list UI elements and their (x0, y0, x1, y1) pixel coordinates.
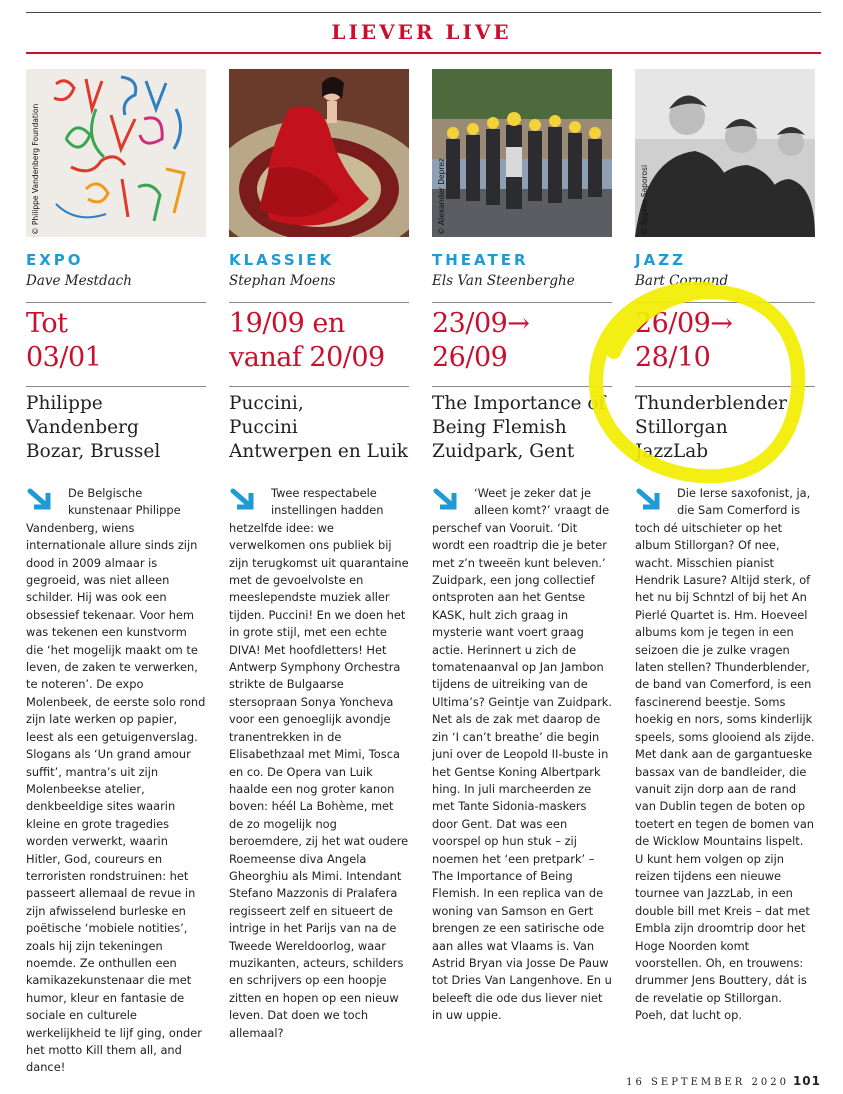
article-body: Die Ierse saxofonist, ja, die Sam Comerford is toch dé uitschieter op het album Stillorgan? Of nee, wacht. Misschien pianist Hendrik Lasure? Altijd sterk, of het nu bij Schntzl of bij het An Pierlé Quartet is. Hm. Hoeveel albums kom je tegen in een seizoen die je zulke vragen laten stellen? Thunderblender, de band van Comerford, is een fascinerend beestje. Soms hoekig en nors, soms kinderlijk speels, soms glooiend als zijde. Met dank aan de gargantueske bassax van de bandleider, die vanuit zijn dorp aan de rand van Dublin tegen de boten op toetert en tegen de bomen van de Wicklow Mountains lispelt. U kunt hem volgen op zijn reizen tijdens een nieuwe tournee van JazzLab, in een double bill met Kreis – dat met Embla zijn droomtrip door het Hoge Noorden komt voorstellen. Oh, en trouwens: drummer Jens Bouttery, dát is de revelatie op Stillorgan. Poeh, dat lucht op. (635, 486, 815, 1023)
event-title-venue: The Importance of Being Flemish Zuidpark, Gent (432, 393, 606, 462)
theater-photo (432, 69, 612, 237)
article-body: De Belgische kunstenaar Philippe Vandenberg, wiens internationale allure sinds zijn dood in 2009 almaar is gegroeid, was niet alleen schilder. Hij was ook een obsessief tekenaar. Voor hem was tekenen een kunstvorm die ‘het mogelijk maakt om te leven, de zaken te verwerken, te noteren’. De expo Molenbeek, de eerste solo rond zijn late werken op papier, leest als een getuigenverslag. Slogans als ‘Un grand amour suffit’, mantra’s uit zijn Molenbeekse atelier, denkbeeldige sites waarin kleine en grote tragedies worden verwerkt, waarin Hitler, God, coureurs en terroristen rondstruinen: het passeert allemaal de revue in zijn afwisselend burleske en poëtische ‘mobiele notities’, zoals hij zijn tekeningen noemde. Ze onthullen een kamikazekunstenaar die met humor, kleur en fantasie de sociale en culturele werkelijkheid te lijf ging, onder het motto Kill them all, and dance! (26, 486, 206, 1075)
top-rule (26, 12, 821, 13)
category-label: THEATER (432, 251, 529, 269)
band-photo (635, 69, 815, 237)
author-name: Dave Mestdach (26, 273, 132, 289)
column-theater (432, 69, 612, 1025)
event-date: 26/09→ 28/10 (635, 308, 733, 373)
divider (432, 386, 612, 387)
divider (229, 302, 409, 303)
category-label: KLASSIEK (229, 251, 335, 269)
event-title-venue: Thunderblender Stillorgan JazzLab (635, 393, 787, 462)
section-rule (26, 52, 821, 54)
article-body: Twee respectabele instellingen hadden hetzelfde idee: we verwelkomen ons publiek bij zijn terugkomst uit quarantaine met de gevoelvolste en meeslependste muziek aller tijden. Puccini! En we doen het in grote stijl, met een echte DIVA! Met hoofdletters! Het Antwerp Symphony Orchestra strikte de Bulgaarse stersopraan Sonya Yoncheva voor een genoeglijk avondje tranentrekken in de Elisabethzaal met Mimi, Tosca en co. De Opera van Luik haalde een nog groter kanon boven: héél La Bohème, met de zo mogelijk nog beroemdere, zij het wat oudere Roemeense diva Angela Gheorghiu als Mimi. Intendant Stefano Mazzonis di Pralafera regisseert zelf en situeert de intrige in het Parijs van na de Tweede Wereldoorlog, waar muzikanten, acteurs, schilders en schrijvers op een hoopje zitten en hopen op een nieuw leven. Dat doen we toch allemaal? (229, 486, 409, 1040)
divider (229, 386, 409, 387)
category-label: JAZZ (635, 251, 686, 269)
divider (26, 302, 206, 303)
klassiek-photo (229, 69, 409, 237)
photo-credit: © Alexander Deprez (437, 158, 446, 235)
divider (635, 302, 815, 303)
page-footer (626, 1074, 821, 1088)
arrow-down-right-icon (635, 487, 663, 511)
column-expo (26, 69, 206, 1077)
diva-photo (229, 69, 409, 237)
category-label: EXPO (26, 251, 84, 269)
event-date: 23/09→ 26/09 (432, 308, 530, 373)
event-date: 19/09 en vanaf 20/09 (229, 308, 385, 373)
article-body: ‘Weet je zeker dat je alleen komt?’ vraagt de perschef van Vooruit. ‘Dit wordt een roadtrip die je beter met z’n tweeën kunt beleven.’ Zuidpark, een jong collectief ontsproten aan het Gentse KASK, hult zich graag in mysterie want voert graag actie. Herinnert u zich de tomatenaanval op Jan Jambon tijdens de uitreiking van de Ultima’s? Geintje van Zuidpark. Net als de zak met daarop de zin ‘I can’t breathe’ die begin juni over de Leopold II-buste in het Gentse Koning Albertpark hing. In juli marcheerden ze met Tante Sidonia-maskers door Gent. Dat was een voorspel op hun stuk – zij noemen het ‘een pretpark’ – The Importance of Being Flemish. In een replica van de woning van Samson en Gert brengen ze een satirische ode aan alles wat Vlaams is. Van Astrid Bryan via Josse De Pauw tot Dries Van Langenhove. En u beleeft die ode dus liever niet in uw uppie. (432, 486, 612, 1023)
issue-date: 16 SEPTEMBER 2020 (626, 1077, 789, 1088)
arrow-down-right-icon (432, 487, 460, 511)
expo-photo (26, 69, 206, 237)
event-title-venue: Philippe Vandenberg Bozar, Brussel (26, 393, 161, 462)
group-photo (432, 69, 612, 237)
page-number: 101 (792, 1074, 821, 1088)
author-name: Bart Cornand (635, 273, 729, 289)
jazz-photo (635, 69, 815, 237)
arrow-down-right-icon (229, 487, 257, 511)
column-jazz (635, 69, 815, 1025)
divider (26, 386, 206, 387)
arrow-down-right-icon (26, 487, 54, 511)
photo-credit: © Sophie Saporosi (640, 164, 649, 235)
event-title-venue: Puccini, Puccini Antwerpen en Luik (229, 393, 408, 462)
photo-credit: © Philippe Vandenberg Foundation (31, 103, 40, 235)
divider (635, 386, 815, 387)
author-name: Els Van Steenberghe (432, 273, 575, 289)
event-date: Tot 03/01 (26, 308, 102, 373)
artwork-drawing (26, 69, 206, 237)
author-name: Stephan Moens (229, 273, 336, 289)
column-klassiek (229, 69, 409, 1042)
section-title: LIEVER LIVE (331, 20, 512, 44)
divider (432, 302, 612, 303)
